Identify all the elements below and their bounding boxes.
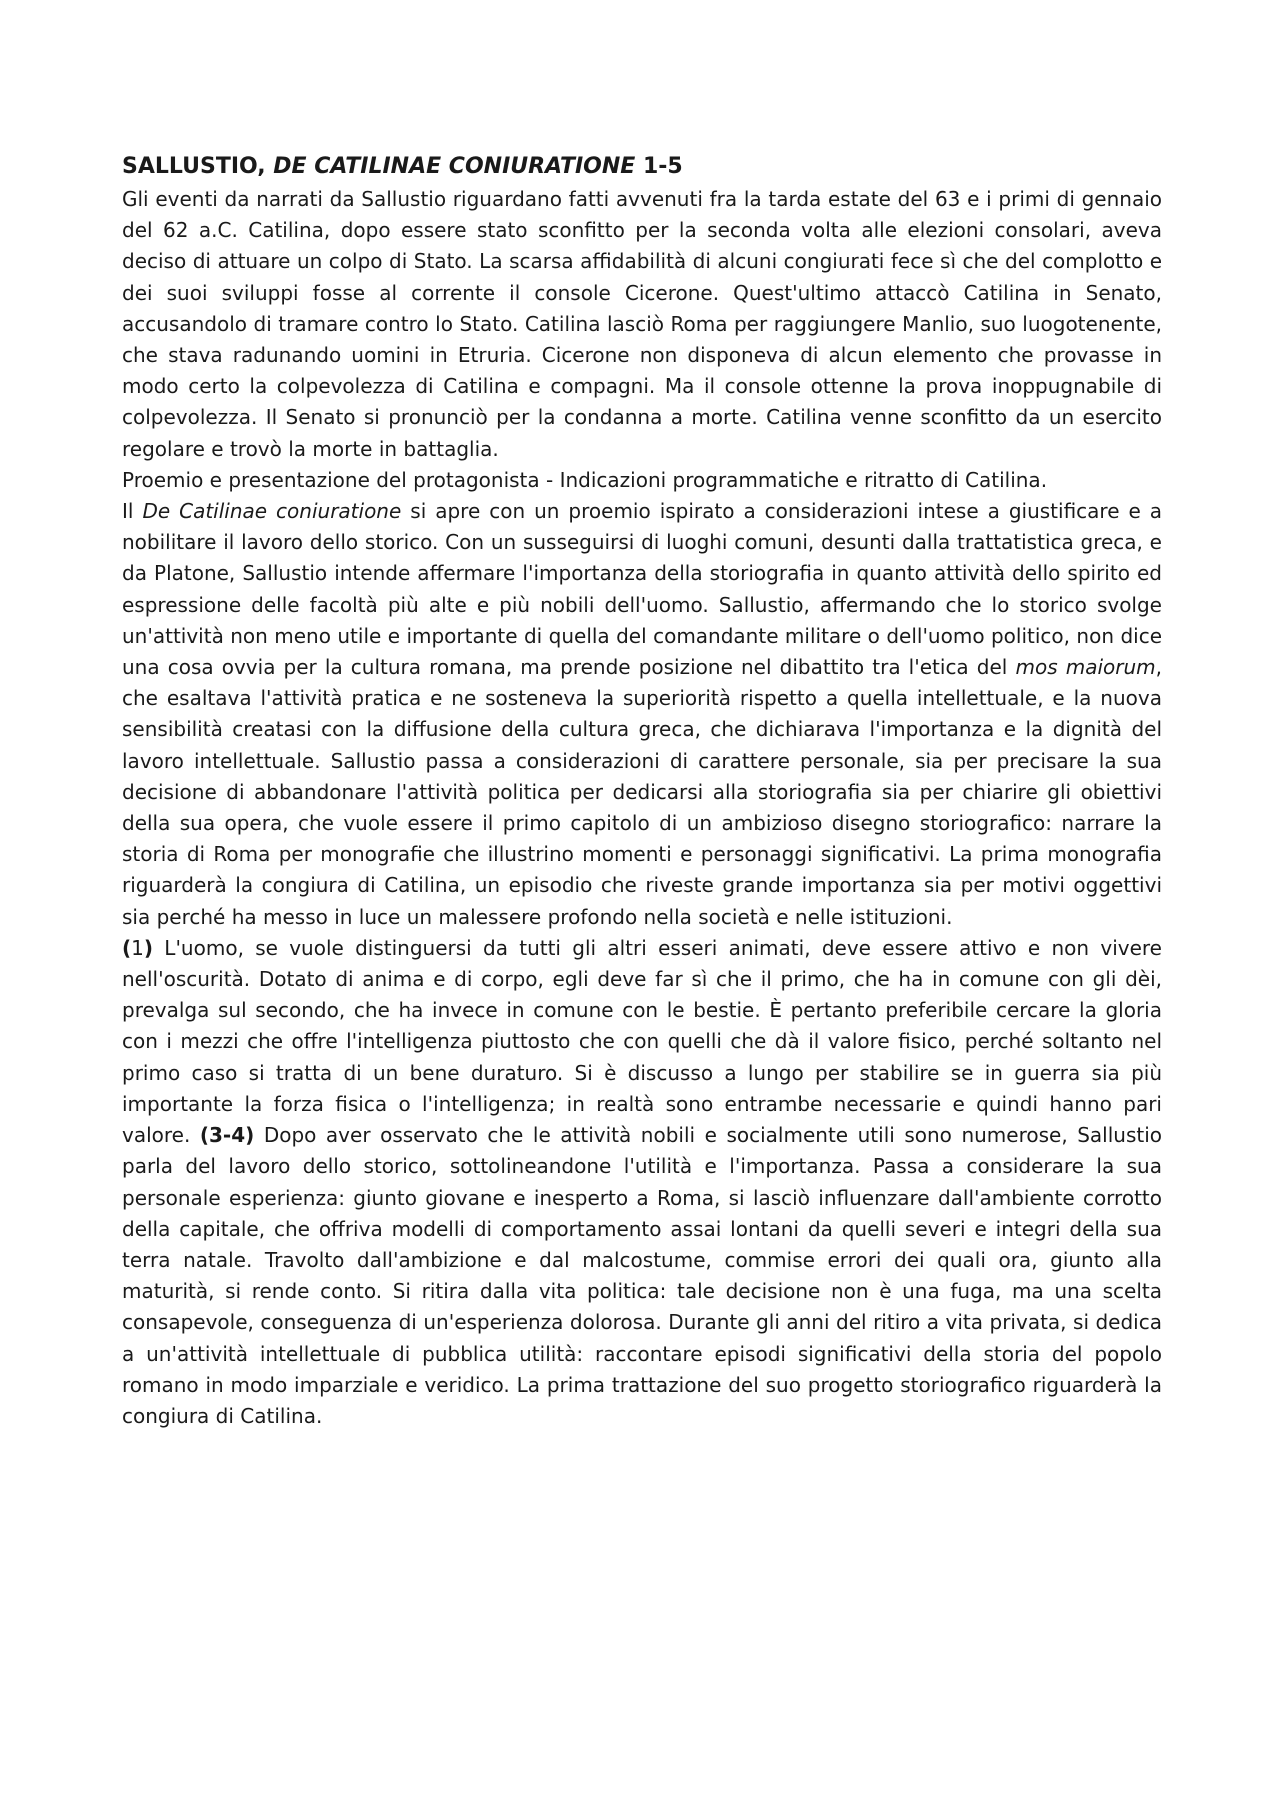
subheading: Proemio e presentazione del protagonista - Indicazioni programmatiche e ritratto di Catilina.: [122, 467, 1048, 492]
proemio-lead: Il: [122, 499, 143, 524]
title-prefix: SALLUSTIO,: [122, 154, 274, 179]
document-page: [122, 150, 1162, 1432]
mos-maiorum: mos maiorum: [1015, 655, 1156, 680]
proemio-paragraph: [122, 496, 1162, 933]
summary-text-2: Dopo aver osservato che le attività nobili e socialmente utili sono numerose, Sallustio parla del lavoro dello storico, sottolineandone l'utilità e l'importanza. Passa a considerare la sua personale esperienza: giunto giovane e inesperto a Roma, si lasciò influenzare dall'ambiente corrotto della capitale, che offriva modelli di comportamento assai lontani da quelli severi e integri della sua terra natale. Travolto dall'ambizione e dal malcostume, commise errori dei quali ora, giunto alla maturità, si rende conto. Si ritira dalla vita politica: tale decisione non è una fuga, ma una scelta consapevole, conseguenza di un'esperienza dolorosa. Durante gli anni del ritiro a vita privata, si dedica a un'attività intellettuale di pubblica utilità: raccontare episodi significativi della storia del popolo romano in modo imparziale e veridico. La prima trattazione del suo progetto storiografico riguarderà la congiura di Catilina.: [122, 1123, 1163, 1428]
summary-paragraph: [122, 933, 1162, 1432]
proemio-text-1: si apre con un proemio ispirato a considerazioni intese a giustificare e a nobilitare il lavoro dello storico. Con un susseguirsi di luoghi comuni, desunti dalla trattatistica greca, e da Platone, Sallustio intende affermare l'importanza della storiografia in quanto attività dello spirito ed espressione delle facoltà più alte e più nobili dell'uomo. Sallustio, affermando che lo storico svolge un'attività non meno utile e importante di quella del comandante militare o dell'uomo politico, non dice una cosa ovvia per la cultura romana, ma prende posizione nel dibattito tra l'etica del: [122, 499, 1163, 680]
summary-text-1: L'uomo, se vuole distinguersi da tutti gli altri esseri animati, deve essere attivo e non vivere nell'oscurità. Dotato di anima e di corpo, egli deve far sì che il primo, che ha in comune con gli dèi, prevalga sul secondo, che ha invece in comune con le bestie. È pertanto preferibile cercare la gloria con i mezzi che offre l'intelligenza piuttosto che con quelli che dà il valore fisico, perché soltanto nel primo caso si tratta di un bene duraturo. Si è discusso a lungo per stabilire se in guerra sia più importante la forza fisica o l'intelligenza; in realtà sono entrambe necessarie e quindi hanno pari valore.: [122, 935, 1162, 1148]
proemio-work-title: De Catilinae coniuratione: [142, 499, 402, 524]
proemio-text-2: , che esaltava l'attività pratica e ne sosteneva la superiorità rispetto a quella intellettuale, e la nuova sensibilità creatasi con la diffusione della cultura greca, che dichiarava l'importanza e la dignità del lavoro intellettuale. Sallustio passa a considerazioni di carattere personale, sia per precisare la sua decisione di abbandonare l'attività politica per dedicarsi alla storiografia sia per chiarire gli obiettivi della sua opera, che vuole essere il primo capitolo di un ambizioso disegno storiografico: narrare la storia di Roma per monografie che illustrino momenti e personaggi significativi. La prima monografia riguarderà la congiura di Catilina, un episodio che riveste grande importanza sia per motivi oggettivi sia perché ha messo in luce un malessere profondo nella società e nelle istituzioni.: [122, 655, 1162, 929]
section-marker-1: 1: [131, 935, 144, 960]
title-suffix: 1-5: [635, 154, 683, 179]
title-work: DE CATILINAE CONIURATIONE: [273, 154, 636, 179]
section-marker-3-4: (3-4): [199, 1123, 255, 1148]
paren-close: ): [143, 935, 154, 960]
document-title: [122, 150, 1162, 184]
intro-paragraph: Gli eventi da narrati da Sallustio riguardano fatti avvenuti fra la tarda estate del 63 e i primi di gennaio del 62 a.C. Catilina, dopo essere stato sconfitto per la seconda volta alle elezioni consolari, aveva deciso di attuare un colpo di Stato. La scarsa affidabilità di alcuni congiurati fece sì che del complotto e dei suoi sviluppi fosse al corrente il console Cicerone. Quest'ultimo attaccò Catilina in Senato, accusandolo di tramare contro lo Stato. Catilina lasciò Roma per raggiungere Manlio, suo luogotenente, che stava radunando uomini in Etruria. Cicerone non disponeva di alcun elemento che provasse in modo certo la colpevolezza di Catilina e compagni. Ma il console ottenne la prova inoppugnabile di colpevolezza. Il Senato si pronunciò per la condanna a morte. Catilina venne sconfitto da un esercito regolare e trovò la morte in battaglia.: [122, 187, 1162, 461]
paren-open: (: [122, 935, 132, 960]
